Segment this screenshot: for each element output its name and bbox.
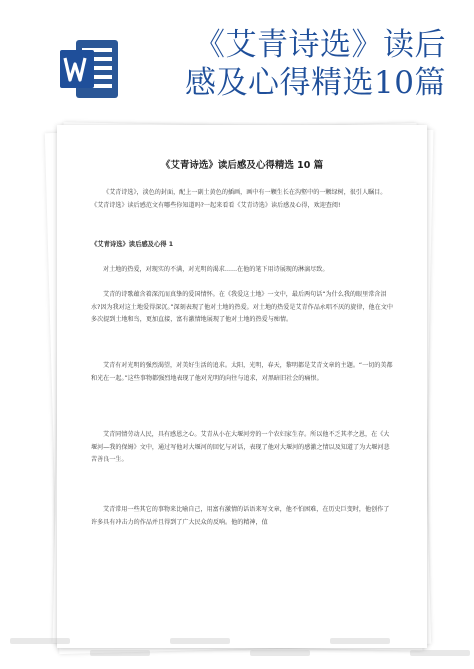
watermark xyxy=(0,630,474,669)
word-document-icon xyxy=(58,36,120,102)
page-title-line-2: 感及心得精选10篇 xyxy=(185,65,446,101)
document-title: 《艾青诗选》读后感及心得精选 10 篇 xyxy=(160,160,324,171)
header xyxy=(0,0,474,120)
intro-paragraph: 《艾青诗选》，淡色的封面，配上一副土黄色的插画，画中有一颗生长在沟壑中的一颗绿树，很引人瞩目。《艾青诗选》读后感范文有哪些你知道吗?一起来看看《艾青诗选》读后感及心得，欢迎查阅! xyxy=(91,189,387,209)
section-heading: 《艾青诗选》读后感及心得 1 xyxy=(91,241,174,248)
body-paragraph: 艾青同情劳动人民，具有感恩之心。艾青从小在大堰河旁的一个农妇家生存。所以他不乏其孝之恩，在《大堰河—我的保姆》文中，通过写他对大堰河的回忆与对话，表现了他对大堰河的感激之情以及知道了为大堰河悲苦善良一生。 xyxy=(91,431,390,464)
body-paragraph: 艾青常用一些其它的事物来比喻自己，用富有激情的话语来写文章，他不怕困难，在历史巨变时，他创作了许多具有冲击力的作品并且得到了广大民众的反响。他的精神，值 xyxy=(91,506,390,526)
document-page xyxy=(57,125,427,648)
body-paragraph: 对土地的热爱，对现实的不满，对光明的渴求……在他的笔下用诗展现的淋漓尽致。 xyxy=(103,266,329,273)
body-paragraph: 艾青有对光明的强烈渴望，对美好生活的追求。太阳，光明，春天，黎明都是艾青文章的主题。“一切的美都和光在一起。”这些事物都强烈地表现了他对光明的向往与追求，对黑暗旧社会的痛恨。 xyxy=(91,362,393,382)
body-paragraph: 艾青的诗歌蕴含着深沉而真挚的爱国情怀。在《我爱这土地》一文中，最后两句话“为什么我的眼里常含泪水?因为我对这土地爱得深沉。”深刻表现了他对土地的热爱。对土地的热爱是艾青作品永唱不厌的旋律，他在文中多次提到土地和鸟，更加直接，富有激情地展现了他对土地的热爱与痴情。 xyxy=(91,291,393,324)
page-title-line-1: 《艾青诗选》读后 xyxy=(194,27,446,63)
watermark-pattern xyxy=(0,630,474,669)
